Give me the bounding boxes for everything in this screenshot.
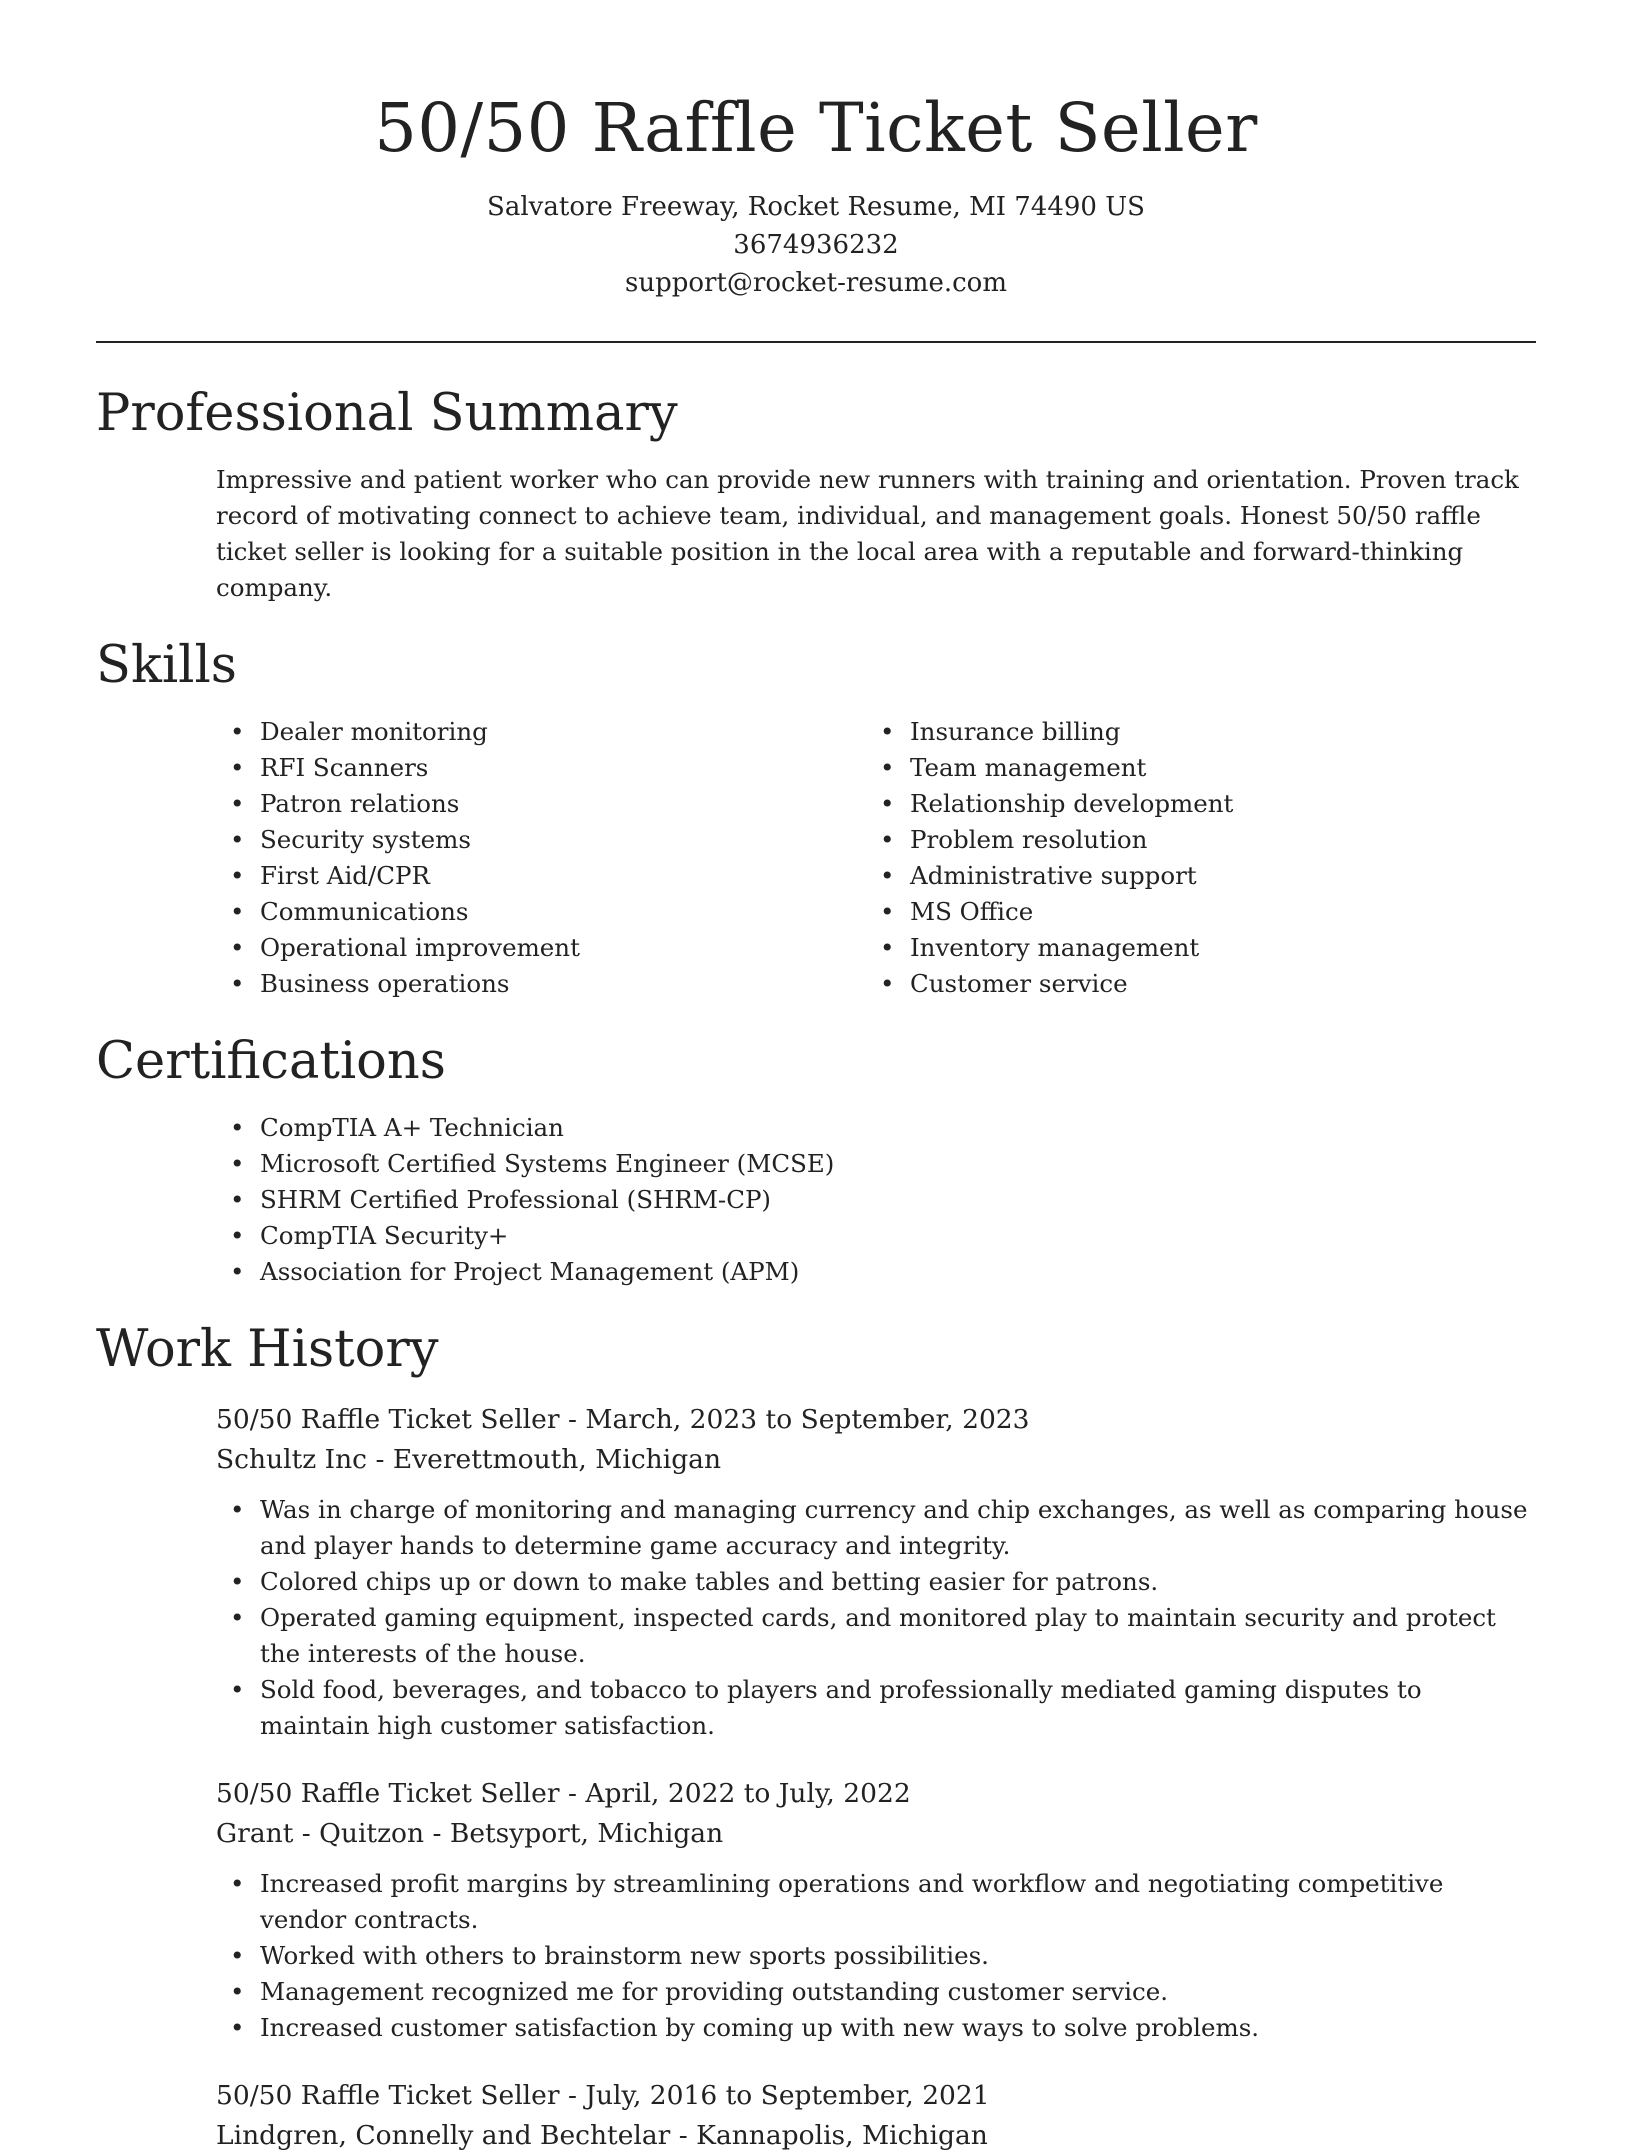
job-dates: July, 2016 to September, 2021 — [585, 2080, 990, 2111]
certification-item: • Association for Project Management (APM) — [216, 1254, 1536, 1290]
skill-item: • Security systems — [216, 822, 866, 858]
job-bullet: • Colored chips up or down to make tables and betting easier for patrons. — [216, 1564, 1536, 1600]
skill-item: • Team management — [866, 750, 1516, 786]
skills-heading: Skills — [96, 636, 237, 695]
certifications-list — [216, 1110, 1536, 1290]
skills-list-left — [216, 714, 866, 1002]
job-title-line — [216, 2076, 1536, 2116]
job-bullets — [216, 1866, 1536, 2046]
email: support@rocket-resume.com — [624, 268, 1007, 298]
job-company-line — [216, 1440, 1536, 1480]
job-title: 50/50 Raffle Ticket Seller — [216, 2080, 560, 2111]
phone: 3674936232 — [733, 230, 899, 260]
separator: - — [559, 1778, 586, 1809]
job-location: Everettmouth, Michigan — [392, 1444, 722, 1475]
job-location: Betsyport, Michigan — [449, 1818, 724, 1849]
certification-item: • CompTIA Security+ — [216, 1218, 1536, 1254]
separator: - — [559, 2080, 586, 2111]
job-company: Lindgren, Connelly and Bechtelar — [216, 2120, 671, 2151]
job-bullets — [216, 1492, 1536, 1744]
job-company-line — [216, 1814, 1536, 1854]
skill-item: • Dealer monitoring — [216, 714, 866, 750]
contact-block — [0, 188, 1632, 302]
job-title-line — [216, 1774, 1536, 1814]
job-company: Schultz Inc — [216, 1444, 368, 1475]
job-bullet: • Operated gaming equipment, inspected cards, and monitored play to maintain security and protect the interests of the house. — [216, 1600, 1536, 1672]
skill-item: • Patron relations — [216, 786, 866, 822]
summary-section — [96, 378, 1536, 606]
resume-body — [96, 378, 1536, 2156]
job-company: Grant - Quitzon — [216, 1818, 425, 1849]
skill-item: • Communications — [216, 894, 866, 930]
job-entry — [216, 1400, 1536, 1744]
job-bullet: • Increased profit margins by streamlining operations and workflow and negotiating competitive vendor contracts. — [216, 1866, 1536, 1938]
skill-item: • Operational improvement — [216, 930, 866, 966]
skill-item: • Customer service — [866, 966, 1516, 1002]
job-bullet: • Worked with others to brainstorm new sports possibilities. — [216, 1938, 1536, 1974]
certification-item: • Microsoft Certified Systems Engineer (MCSE) — [216, 1146, 1536, 1182]
job-bullet: • Increased customer satisfaction by coming up with new ways to solve problems. — [216, 2010, 1536, 2046]
certification-item: • SHRM Certified Professional (SHRM-CP) — [216, 1182, 1536, 1218]
skill-item: • Relationship development — [866, 786, 1516, 822]
job-bullet: • Sold food, beverages, and tobacco to players and professionally mediated gaming disputes to maintain high customer satisfaction. — [216, 1672, 1536, 1744]
summary-text: Impressive and patient worker who can provide new runners with training and orientation. Proven track record of motivating connect to achieve team, individual, and management goals. Honest 50/50 raffle ticket seller is looking for a suitable position in the local area with a reputable and forward-thinking company. — [216, 465, 1519, 602]
separator: - — [670, 2120, 697, 2151]
skills-columns — [216, 714, 1536, 1002]
header-divider — [96, 341, 1536, 343]
job-title: 50/50 Raffle Ticket Seller — [216, 1778, 560, 1809]
job-company-line — [216, 2116, 1536, 2156]
skill-item: • Administrative support — [866, 858, 1516, 894]
job-bullet: • Was in charge of monitoring and managing currency and chip exchanges, as well as comparing house and player hands to determine game accuracy and integrity. — [216, 1492, 1536, 1564]
job-dates: April, 2022 to July, 2022 — [585, 1778, 911, 1809]
work-history-heading: Work History — [96, 1320, 439, 1379]
separator: - — [424, 1818, 450, 1849]
resume-header — [0, 0, 1632, 302]
job-title-line — [216, 1400, 1536, 1440]
skill-item: • RFI Scanners — [216, 750, 866, 786]
certification-item: • CompTIA A+ Technician — [216, 1110, 1536, 1146]
job-entry — [216, 1774, 1536, 2046]
job-bullet: • Management recognized me for providing outstanding customer service. — [216, 1974, 1536, 2010]
candidate-name: 50/50 Raffle Ticket Seller — [374, 89, 1258, 167]
skill-item: • First Aid/CPR — [216, 858, 866, 894]
skill-item: • Inventory management — [866, 930, 1516, 966]
job-dates: March, 2023 to September, 2023 — [585, 1404, 1030, 1435]
separator: - — [559, 1404, 586, 1435]
separator: - — [367, 1444, 393, 1475]
skill-item: • MS Office — [866, 894, 1516, 930]
skill-item: • Insurance billing — [866, 714, 1516, 750]
certifications-heading: Certifications — [96, 1032, 446, 1091]
job-entry — [216, 2076, 1536, 2156]
certifications-section — [96, 1026, 1536, 1290]
skill-item: • Business operations — [216, 966, 866, 1002]
skills-section — [96, 630, 1536, 1002]
job-location: Kannapolis, Michigan — [696, 2120, 988, 2151]
jobs-list — [96, 1400, 1536, 2156]
address: Salvatore Freeway, Rocket Resume, MI 74490 US — [487, 192, 1145, 222]
summary-heading: Professional Summary — [96, 384, 678, 443]
skill-item: • Problem resolution — [866, 822, 1516, 858]
work-history-section — [96, 1314, 1536, 2156]
skills-list-right — [866, 714, 1516, 1002]
job-title: 50/50 Raffle Ticket Seller — [216, 1404, 560, 1435]
